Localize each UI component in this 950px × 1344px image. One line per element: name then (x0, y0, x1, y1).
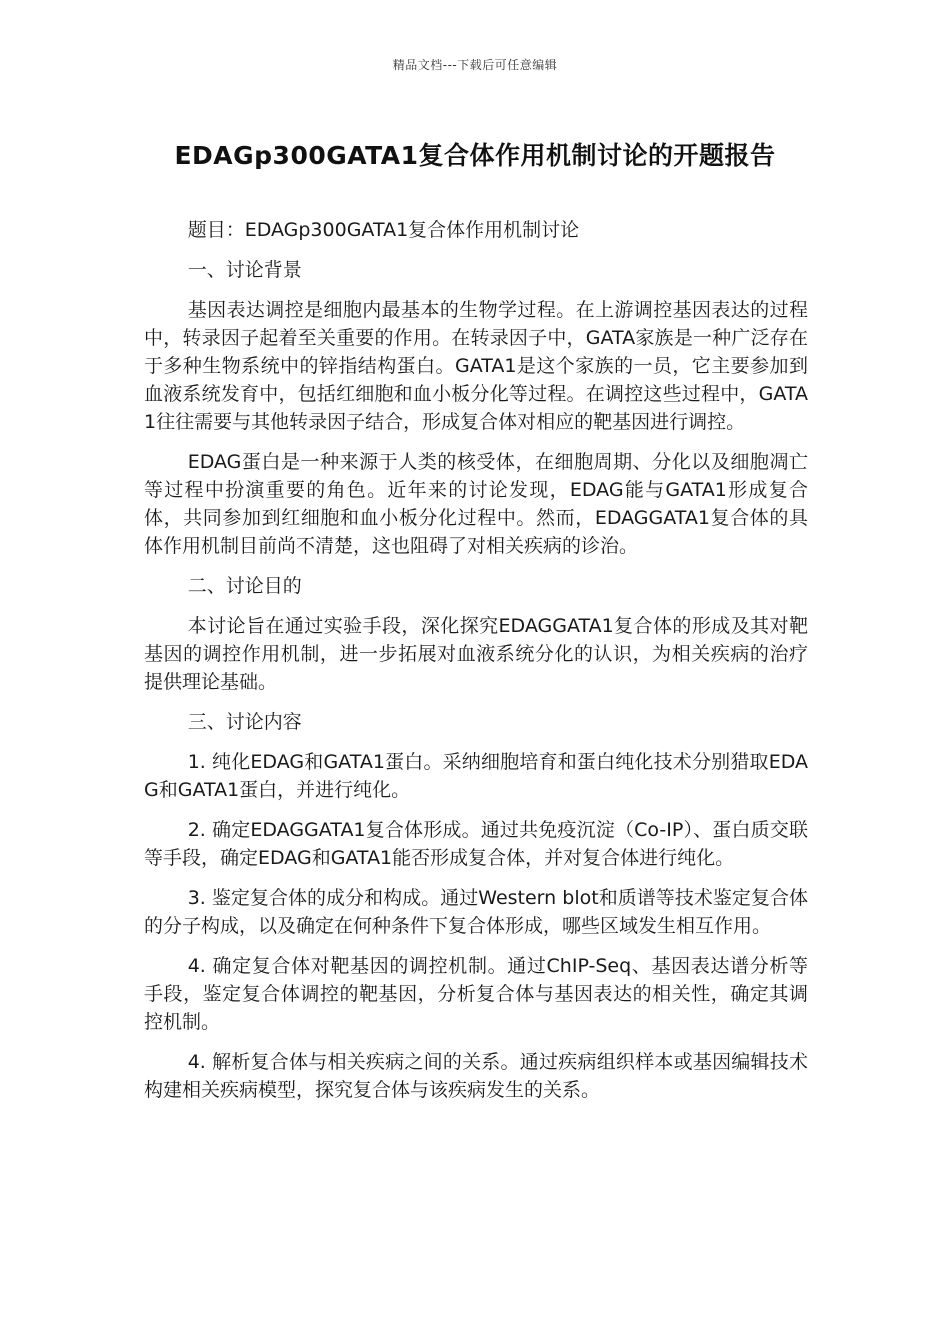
section-heading-purpose: 二、讨论目的 (187, 575, 302, 597)
document-title: EDAGp300GATA1复合体作用机制讨论的开题报告 (174, 141, 776, 170)
topic-line: 题目：EDAGp300GATA1复合体作用机制讨论 (187, 219, 580, 241)
section-heading-background: 一、讨论背景 (187, 259, 302, 281)
section-heading-content: 三、讨论内容 (187, 711, 302, 733)
header-note: 精品文档---下载后可任意编辑 (392, 58, 558, 72)
document-body (144, 216, 808, 1116)
content-item-3: 3. 鉴定复合体的成分和构成。通过Western blot和质谱等技术鉴定复合体的分子构成，以及确定在何种条件下复合体形成，哪些区域发生相互作用。 (144, 887, 808, 937)
paragraph-background-1: 基因表达调控是细胞内最基本的生物学过程。在上游调控基因表达的过程中，转录因子起着至关重要的作用。在转录因子中，GATA家族是一种广泛存在于多种生物系统中的锌指结构蛋白。GATA1是这个家族的一员，它主要参加到血液系统发育中，包括红细胞和血小板分化等过程。在调控这些过程中，GATA1往往需要与其他转录因子结合，形成复合体对相应的靶基因进行调控。 (144, 299, 808, 433)
content-item-2: 2. 确定EDAGGATA1复合体形成。通过共免疫沉淀（Co-IP）、蛋白质交联等手段，确定EDAG和GATA1能否形成复合体，并对复合体进行纯化。 (144, 819, 808, 869)
content-item-4: 4. 确定复合体对靶基因的调控机制。通过ChIP-Seq、基因表达谱分析等手段，鉴定复合体调控的靶基因，分析复合体与基因表达的相关性，确定其调控机制。 (144, 955, 808, 1033)
paragraph-purpose: 本讨论旨在通过实验手段，深化探究EDAGGATA1复合体的形成及其对靶基因的调控作用机制，进一步拓展对血液系统分化的认识，为相关疾病的治疗提供理论基础。 (144, 615, 808, 693)
content-item-1: 1. 纯化EDAG和GATA1蛋白。采纳细胞培育和蛋白纯化技术分别猎取EDAG和GATA1蛋白，并进行纯化。 (144, 751, 808, 801)
paragraph-background-2: EDAG蛋白是一种来源于人类的核受体，在细胞周期、分化以及细胞凋亡等过程中扮演重要的角色。近年来的讨论发现，EDAG能与GATA1形成复合体，共同参加到红细胞和血小板分化过程中。然而，EDAGGATA1复合体的具体作用机制目前尚不清楚，这也阻碍了对相关疾病的诊治。 (144, 451, 808, 557)
content-item-5: 4. 解析复合体与相关疾病之间的关系。通过疾病组织样本或基因编辑技术构建相关疾病模型，探究复合体与该疾病发生的关系。 (144, 1051, 808, 1101)
